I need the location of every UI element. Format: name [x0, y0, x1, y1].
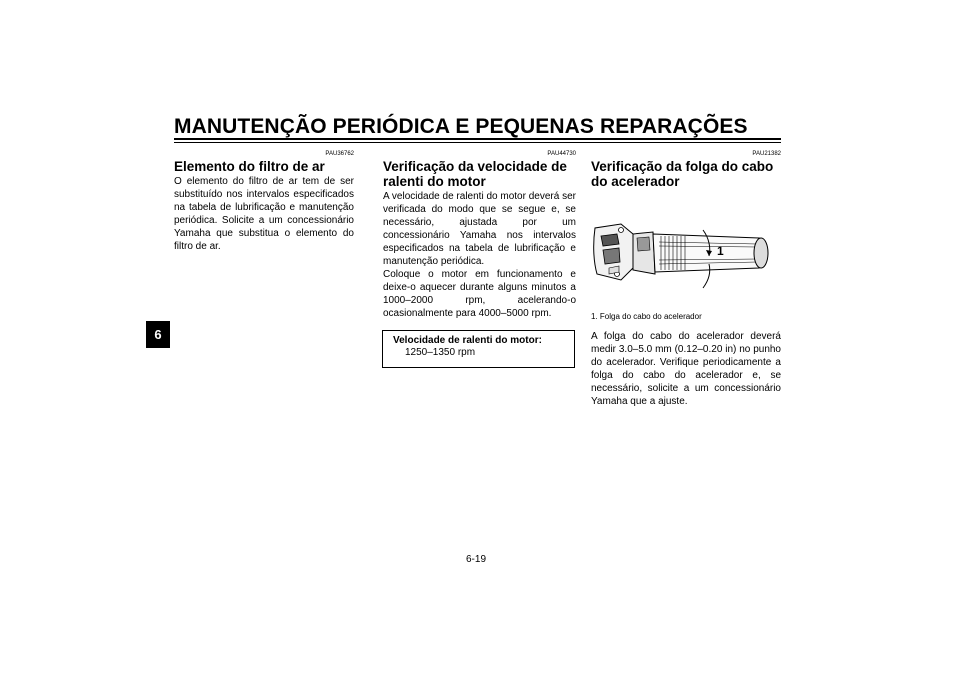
section-body-paragraph-2: Coloque o motor em funcionamento e deixe-o aquecer durante alguns minutos a 1000–2000 rpm, acelerando-o ocasionalmente para 4000–5000 rpm.	[383, 269, 576, 319]
section-air-filter	[174, 150, 354, 253]
section-body: A folga do cabo do acelerador deverá medir 3.0–5.0 mm (0.12–0.20 in) no punho do acelerador. Verifique periodicamente a folga do cabo do acelerador e, se necessário, solicite a um concessionário Yamaha que a ajuste.	[591, 331, 781, 407]
section-heading: Verificação da velocidade de ralenti do motor	[383, 159, 567, 189]
section-body-paragraph-1: A velocidade de ralenti do motor deverá ser verificada do modo que se segue e, se necessário, ajustada por um concessionário Yamaha nos intervalos especificados na tabela de lubrificação e manutenção periódica.	[383, 191, 576, 267]
throttle-grip-illustration	[591, 208, 781, 294]
section-code: PAU21382	[752, 151, 781, 157]
throttle-grip-drawing	[591, 208, 781, 294]
section-code: PAU36762	[325, 151, 354, 157]
spec-box	[382, 330, 575, 368]
section-heading: Elemento do filtro de ar	[174, 159, 325, 174]
section-heading: Verificação da folga do cabo do acelerador	[591, 159, 774, 189]
header-rule-thick	[174, 138, 781, 140]
section-body: O elemento do filtro de ar tem de ser substituído nos intervalos especificados na tabela de lubrificação e manutenção periódica. Solicite a um concessionário Yamaha que substitua o elemento do filtro de ar.	[174, 176, 354, 252]
figure-caption: 1. Folga do cabo do acelerador	[591, 312, 702, 321]
spec-value: 1250–1350 rpm	[405, 347, 476, 358]
section-throttle-cable	[591, 150, 781, 408]
section-code: PAU44730	[547, 151, 576, 157]
spec-label: Velocidade de ralenti do motor:	[393, 335, 542, 346]
chapter-tab: 6	[146, 321, 170, 348]
page-title: MANUTENÇÃO PERIÓDICA E PEQUENAS REPARAÇÕES	[174, 115, 748, 138]
section-idle-speed	[383, 150, 576, 368]
header-rule-thin	[174, 142, 781, 143]
figure-callout: 1	[717, 244, 724, 258]
page-number: 6-19	[466, 554, 487, 565]
